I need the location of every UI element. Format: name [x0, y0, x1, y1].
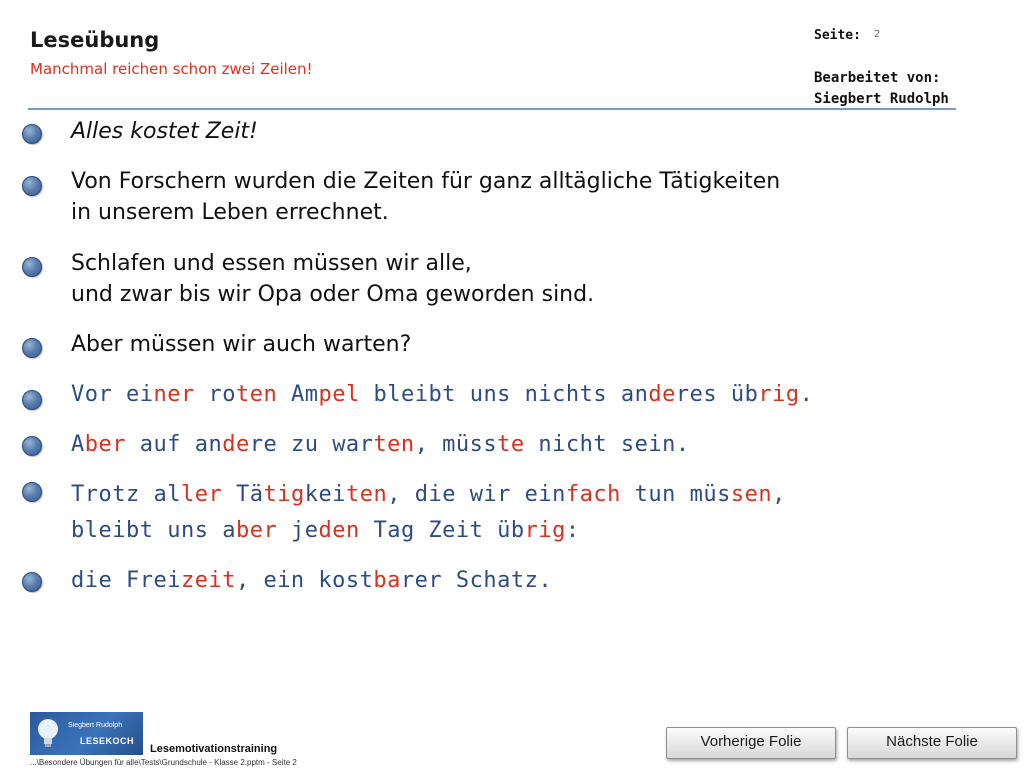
highlighted-syllable: sen: [730, 482, 773, 507]
text-line: und zwar bis wir Opa oder Oma geworden sind.: [71, 282, 595, 307]
highlighted-syllable: tig: [263, 482, 305, 507]
highlighted-syllable: zeit: [180, 568, 236, 593]
highlighted-syllable: rig: [758, 382, 800, 407]
text-segment: A: [71, 432, 85, 457]
syllable-line: [71, 482, 786, 507]
text-segment: die Frei: [71, 568, 181, 593]
header-divider: [28, 108, 956, 110]
text-segment: Trotz al: [71, 482, 181, 507]
text-segment: re zu war: [249, 432, 374, 457]
text-segment: ro: [194, 382, 236, 407]
text-segment: bleibt uns a: [71, 518, 236, 543]
logo-author: Siegbert Rudolph: [68, 722, 123, 729]
logo-brand: LESEKOCH: [80, 736, 135, 746]
lesekoch-logo: [30, 712, 143, 755]
syllable-line: [71, 518, 580, 543]
text-segment: .: [799, 382, 814, 407]
text-segment: :: [565, 518, 580, 543]
bullet-icon: [22, 436, 42, 456]
highlighted-syllable: de: [222, 432, 250, 457]
text-segment: nicht sein.: [524, 432, 690, 457]
highlighted-syllable: ten: [235, 382, 278, 407]
text-segment: je: [277, 518, 319, 543]
slide-heading: Alles kostet Zeit!: [71, 119, 258, 144]
highlighted-syllable: pel: [318, 382, 360, 407]
text-segment: ,: [772, 482, 786, 507]
edited-label: Bearbeitet von:: [814, 70, 941, 86]
page-label: Seite:: [814, 28, 861, 43]
previous-slide-button[interactable]: Vorherige Folie: [666, 727, 836, 759]
text-line: Aber müssen wir auch warten?: [71, 332, 412, 357]
highlighted-syllable: ler: [180, 482, 223, 507]
highlighted-syllable: den: [318, 518, 360, 543]
bullet-icon: [22, 338, 42, 358]
text-segment: , die wir ein: [387, 482, 566, 507]
highlighted-syllable: te: [497, 432, 525, 457]
syllable-line: [71, 382, 813, 407]
syllable-line: [71, 568, 552, 593]
page-subtitle: Manchmal reichen schon zwei Zeilen!: [30, 60, 313, 78]
highlighted-syllable: ten: [345, 482, 388, 507]
text-line: Schlafen und essen müssen wir alle,: [71, 251, 472, 276]
text-segment: rer Schatz.: [400, 568, 553, 593]
text-segment: Am: [277, 382, 319, 407]
text-segment: , müss: [414, 432, 498, 457]
bullet-icon: [22, 390, 42, 410]
text-segment: bleibt uns nichts an: [359, 382, 649, 407]
highlighted-syllable: ber: [235, 518, 278, 543]
bullet-icon: [22, 124, 42, 144]
file-path: ...\Besondere Übungen für alle\Tests\Grundschule - Klasse 2.pptm - Seite 2: [30, 758, 297, 767]
bullet-icon: [22, 257, 42, 277]
text-segment: Tä: [222, 482, 264, 507]
highlighted-syllable: ber: [84, 432, 126, 457]
edited-by: Siegbert Rudolph: [814, 91, 949, 107]
highlighted-syllable: rig: [524, 518, 566, 543]
text-segment: res üb: [675, 382, 759, 407]
page-title: Leseübung: [30, 28, 160, 52]
text-segment: kei: [304, 482, 346, 507]
text-segment: Tag Zeit üb: [359, 518, 525, 543]
highlighted-syllable: ten: [373, 432, 415, 457]
text-segment: , ein kost: [235, 568, 374, 593]
text-segment: auf an: [126, 432, 223, 457]
next-slide-button[interactable]: Nächste Folie: [847, 727, 1017, 759]
text-segment: tun müs: [620, 482, 731, 507]
highlighted-syllable: fach: [565, 482, 621, 507]
syllable-line: [71, 432, 690, 457]
editor-info: [814, 68, 949, 110]
text-line: Von Forschern wurden die Zeiten für ganz alltägliche Tätigkeiten: [71, 169, 781, 194]
highlighted-syllable: de: [648, 382, 676, 407]
page-number: 2: [874, 29, 881, 40]
lightbulb-icon: [35, 717, 61, 750]
text-segment: Vor ei: [71, 382, 154, 407]
footer-title: Lesemotivationstraining: [150, 743, 278, 755]
highlighted-syllable: ner: [153, 382, 195, 407]
bullet-icon: [22, 482, 42, 502]
text-line: in unserem Leben errechnet.: [71, 200, 389, 225]
bullet-icon: [22, 572, 42, 592]
bullet-icon: [22, 176, 42, 196]
highlighted-syllable: ba: [373, 568, 401, 593]
